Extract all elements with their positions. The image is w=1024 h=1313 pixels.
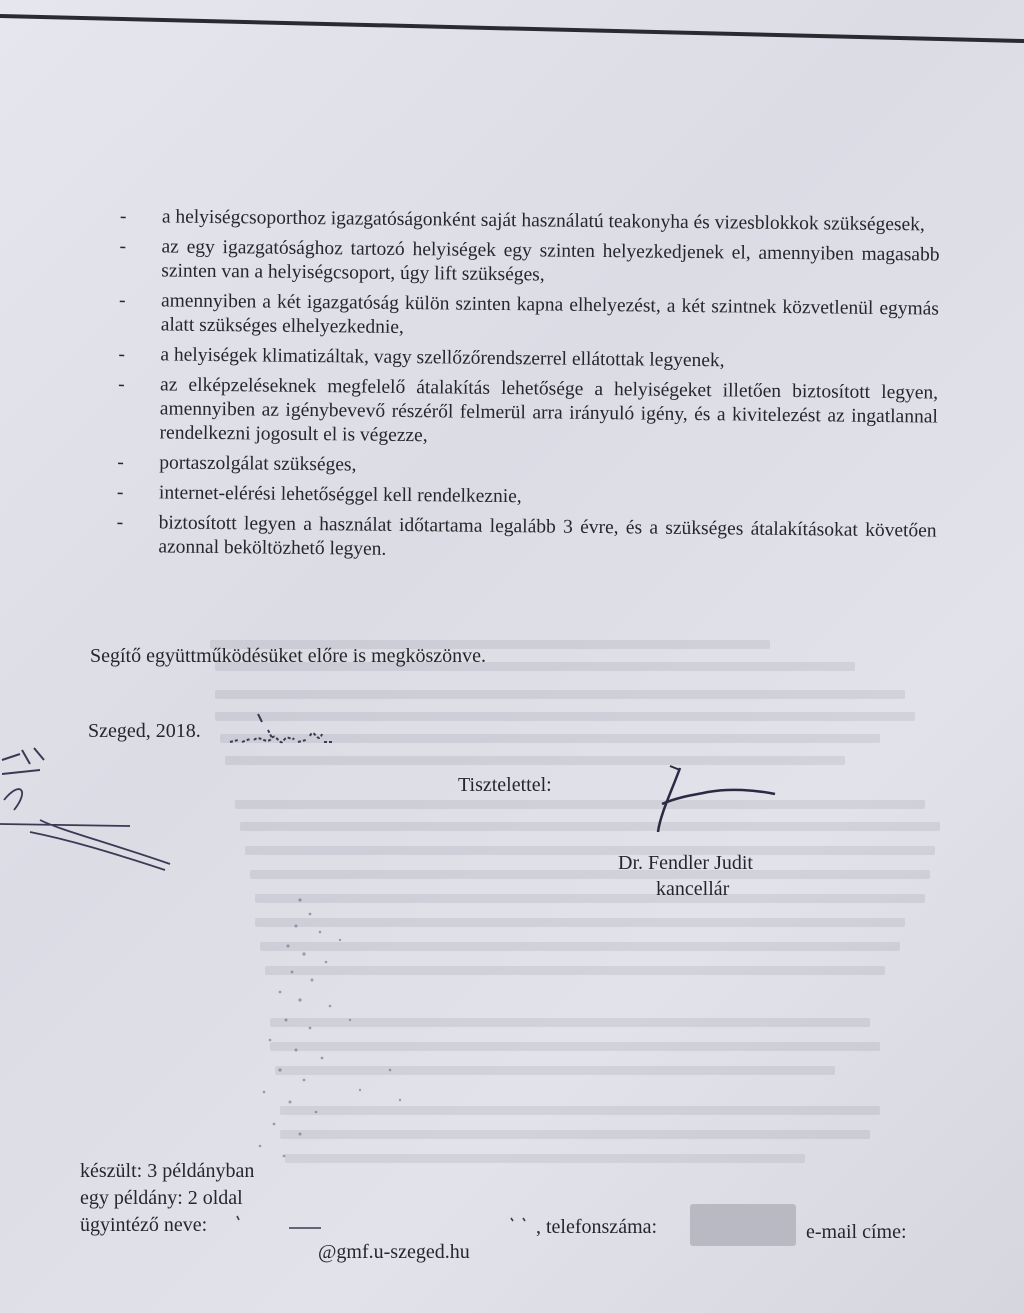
- email-label: e-mail címe:: [806, 1221, 907, 1243]
- list-dash: -: [118, 373, 125, 396]
- list-dash: -: [117, 451, 124, 474]
- list-item-text: a helyiségcsoporthoz igazgatóságonként saját használatú teakonyha és vizesblokkok szükségesek,: [161, 206, 925, 236]
- handler-marks: [235, 1212, 535, 1232]
- handwritten-date: [228, 712, 348, 762]
- list-item: [117, 481, 937, 514]
- list-item: [117, 373, 938, 454]
- margin-annotation: [0, 740, 180, 880]
- signature: [650, 760, 780, 840]
- list-item: [117, 451, 937, 484]
- list-item-text: az egy igazgatósághoz tartozó helyiségek egy szinten helyezkedjenek el, amennyiben magasabb szinten van a helyiségcsoport, úgy lift szükséges,: [161, 236, 940, 286]
- list-item: [119, 235, 939, 292]
- list-item: [116, 511, 936, 568]
- list-dash: -: [119, 235, 127, 258]
- faint-stamp: [240, 880, 440, 1170]
- list-item-text: amennyiben a két igazgatóság külön szinten kapna elhelyezést, a két szintnek közvetlenül egymás alatt szükséges elhelyezkednie,: [160, 290, 940, 338]
- signer-title: kancellár: [656, 878, 730, 900]
- redacted-phone: [690, 1204, 796, 1246]
- list-item-text: portaszolgálat szükséges,: [159, 452, 357, 476]
- list-dash: -: [118, 289, 126, 312]
- list-item-text: biztosított legyen a használat időtartama legalább 3 évre, és a szükséges átalakításokat követően azonnal beköltözhető legyen.: [158, 512, 937, 560]
- list-dash: -: [119, 205, 127, 228]
- pages-note: egy példány: 2 oldal: [80, 1187, 243, 1209]
- list-dash: -: [118, 343, 126, 366]
- list-item: [120, 205, 940, 238]
- copies-note: készült: 3 példányban: [80, 1160, 255, 1182]
- list-item: [118, 343, 938, 376]
- list-item-text: a helyiségek klimatizáltak, vagy szellőzőrendszerrel ellátottak legyenek,: [160, 344, 725, 372]
- list-item: [119, 289, 939, 346]
- handler-label: ügyintéző neve:: [80, 1214, 208, 1236]
- place-date-text: Szeged, 2018.: [88, 720, 201, 742]
- regards: Tisztelettel:: [458, 774, 552, 796]
- list-dash: -: [116, 481, 124, 504]
- list-item-text: internet-elérési lehetőséggel kell rendelkeznie,: [158, 482, 522, 508]
- closing-line: Segítő együttműködésüket előre is megköszönve.: [90, 645, 487, 667]
- phone-label: , telefonszáma:: [536, 1216, 658, 1238]
- requirements-list: [116, 205, 940, 574]
- list-dash: -: [116, 511, 124, 534]
- signer-name: Dr. Fendler Judit: [618, 852, 753, 874]
- list-item-text: az elképzeléseknek megfelelő átalakítás lehetősége a helyiségeket illetően biztosított legyen, amennyiben az igénybevevő részéről felmerül arra irányuló igény, és a kivitelezést az ingatlannal rendelkezni jogosult el is végezze,: [159, 374, 939, 447]
- email-domain: @gmf.u-szeged.hu: [318, 1241, 470, 1263]
